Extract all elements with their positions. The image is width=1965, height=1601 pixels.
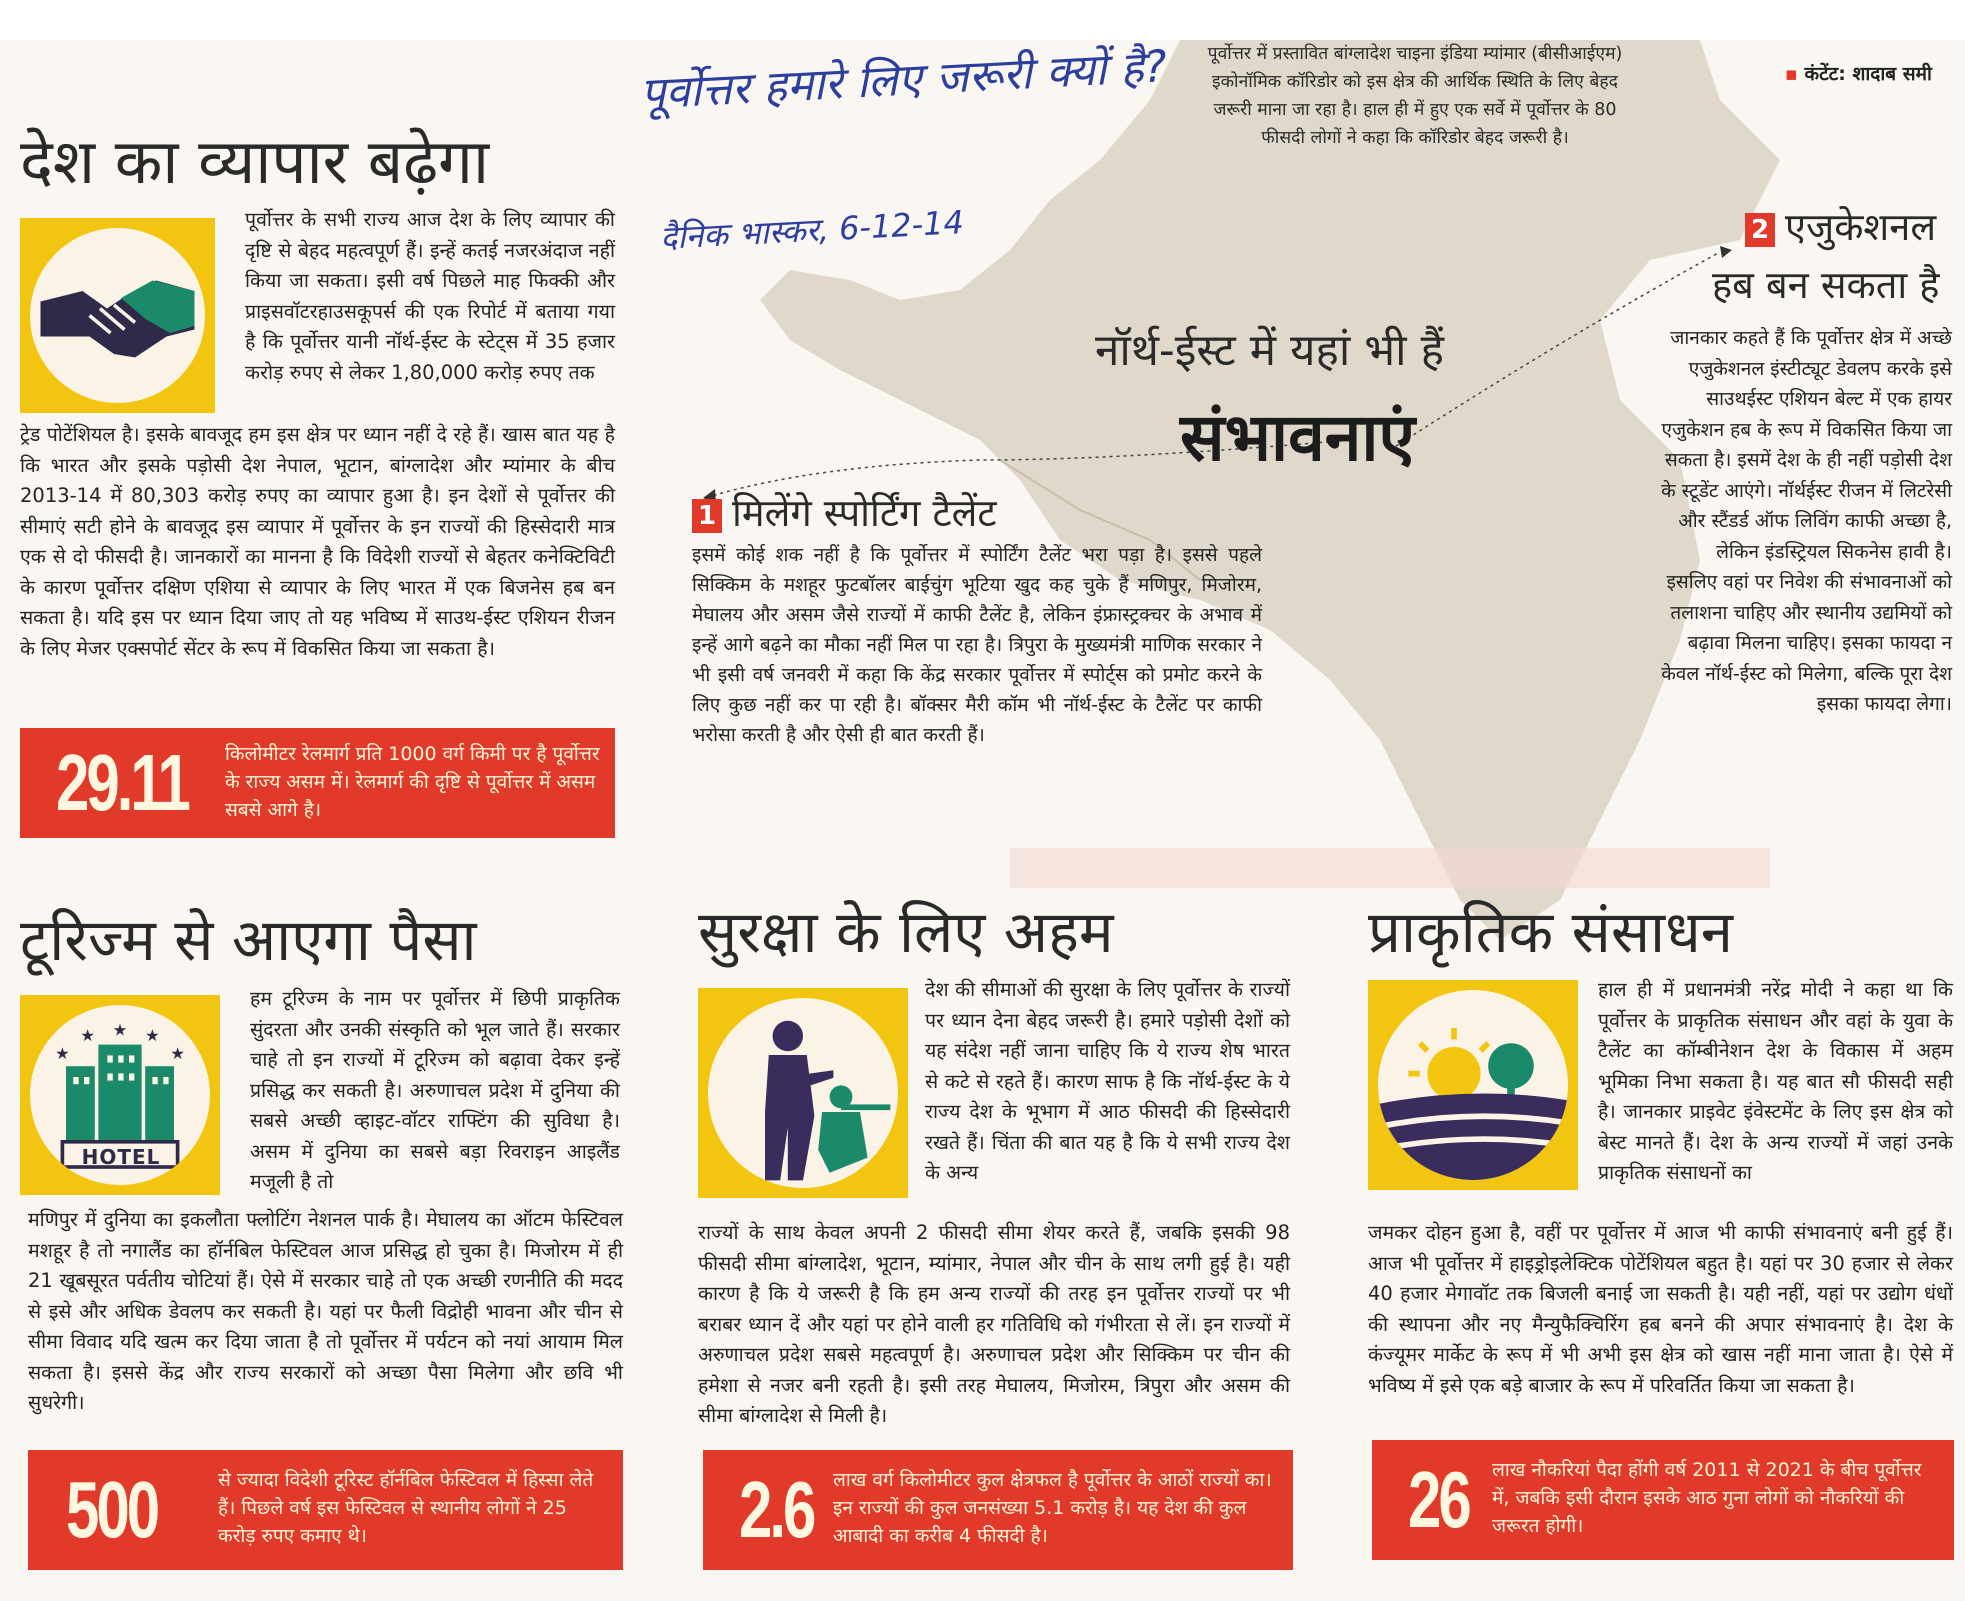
education-text: जानकार कहते हैं कि पूर्वोत्तर क्षेत्र में अच्छे एजुकेशनल इंस्टीट्यूट डेवलप करके इसे साउथईस्ट एशियन बेल्ट में एक हायर एजुकेशन हब के रूप में विकसित किया जा सकता है। इसमें देश के ही नहीं पड़ोसी देश के स्टूडेंट आएंगे। नॉर्थईस्ट रीजन में लिटरेसी और स्टैंडर्ड ऑफ लिविंग काफी अच्छा है, लेकिन इंडस्ट्रियल सिकनेस हावी है। इसलिए वहां पर निवेश की संभावनाओं को तलाशना चाहिए और स्थानीय उद्यमियों को बढ़ावा मिलना चाहिए। इसका फायदा न केवल नॉर्थ-ईस्ट को मिलेगा, बल्कि पूरा देश इसका फायदा लेगा। (1661, 327, 1952, 715)
hotel-sign: HOTEL (81, 1145, 161, 1169)
education-number-badge: 2 (1745, 213, 1775, 247)
tourism-stat-box (28, 1450, 623, 1570)
trade-stat-text: किलोमीटर रेलमार्ग प्रति 1000 वर्ग किमी पर है पूर्वोत्तर के राज्य असम में। रेलमार्ग की दृष्टि से पूर्वोत्तर में असम सबसे आगे है। (225, 743, 600, 821)
map-note: पूर्वोत्तर में प्रस्तावित बांग्लादेश चाइना इंडिया म्यांमार (बीसीआईएम) इकोनॉमिक कॉरिडोर को इस क्षेत्र की आर्थिक स्थिति के लिए बेहद जरूरी माना जा रहा है। हाल ही में हुए एक सर्वे में पूर्वोत्तर के 80 फीसदी लोगों ने कहा कि कॉरिडोर बेहद जरूरी है। (1207, 44, 1623, 148)
tourism-stat-text: से ज्यादा विदेशी टूरिस्ट हॉर्नबिल फेस्टिवल में हिस्सा लेते हैं। पिछले वर्ष इस फेस्टिवल से स्थानीय लोगों ने 25 करोड़ रुपए कमाए थे। (218, 1469, 594, 1547)
resources-stat-text: लाख नौकरियां पैदा होंगी वर्ष 2011 से 2021 के बीच पूर्वोत्तर में, जबकि इसी दौरान इसके आठ गुना लोगों को नौकरियों की जरूरत होगी। (1492, 1459, 1922, 1537)
resources-heading: प्राकृतिक संसाधन (1368, 898, 1733, 966)
tourism-text-bottom: मणिपुर में दुनिया का इकलौता फ्लोटिंग नेशनल पार्क है। मेघालय का ऑटम फेस्टिवल मशहूर है तो नगालैंड का हॉर्नबिल फेस्टिवल आज प्रसिद्ध हो चुका है। मिजोरम में ही 21 खूबसूरत पर्वतीय चोटियां हैं। ऐसे में सरकार चाहे तो एक अच्छी रणनीति की मदद से इसे और अधिक डेवलप कर सकती है। यहां पर फैली विद्रोही भावना और चीन से सीमा विवाद यदि खत्म कर दिया जाता है तो पूर्वोत्तर में पर्यटन को नयां आयाम मिल सकता है। इससे केंद्र और राज्य सरकारों को अच्छा पैसा मिलेगा और छवि भी सुधरेगी। (28, 1208, 623, 1414)
trade-icon-box (20, 218, 215, 413)
trade-stat-value: 29.11 (56, 738, 188, 827)
svg-text:★: ★ (80, 1026, 95, 1045)
handshake-icon (30, 228, 205, 403)
sports-heading-text: मिलेंगे स्पोर्टिंग टैलेंट (732, 491, 997, 535)
security-text-bottom: राज्यों के साथ केवल अपनी 2 फीसदी सीमा शेयर करते हैं, जबकि इसकी 98 फीसदी सीमा बांग्लादेश, भूटान, म्यांमार, नेपाल और चीन के साथ लगी हुई है। यही कारण है कि ये जरूरी है कि हम अन्य राज्यों की तरह इन पूर्वोत्तर राज्यों पर भी बराबर ध्यान दें और यहां पर होने वाली हर गतिविधि को गंभीरता से लें। इन राज्यों में अरुणाचल प्रदेश सबसे महत्वपूर्ण है। अरुणाचल प्रदेश और सिक्किम पर चीन की हमेशा से नजर बनी रहती है। इसी तरह मेघालय, मिजोरम, त्रिपुरा और असम की सीमा बांग्लादेश से मिली है। (698, 1221, 1290, 1427)
tourism-stat-value: 500 (66, 1465, 158, 1554)
tourism-heading: टूरिज्म से आएगा पैसा (20, 906, 477, 974)
resources-stat-value: 26 (1408, 1455, 1469, 1544)
tourism-text-top: हम टूरिज्म के नाम पर पूर्वोत्तर में छिपी प्राकृतिक सुंदरता और उनकी संस्कृति को भूल जाते हैं। सरकार चाहे तो इन राज्यों में टूरिज्म को बढ़ावा देकर इन्हें प्रसिद्ध कर सकती है। अरुणाचल प्रदेश में दुनिया की सबसे अच्छी व्हाइट-वॉटर राफ्टिंग की सुविधा है। असम में दुनिया का सबसे बड़ा रिवराइन आइलैंड मजूली है तो (250, 987, 620, 1193)
sports-text: इसमें कोई शक नहीं है कि पूर्वोत्तर में स्पोर्टिंग टैलेंट भरा पड़ा है। इससे पहले सिक्किम के मशहूर फुटबॉलर बाईचुंग भूटिया खुद कह चुके हैं मणिपुर, मिजोरम, मेघालय और असम जैसे राज्यों में काफी टैलेंट है, लेकिन इंफ्रास्ट्रक्चर के अभाव में इन्हें आगे बढ़ने का मौका नहीं मिल पा रहा है। त्रिपुरा के मुख्यमंत्री माणिक सरकार ने भी इसी वर्ष जनवरी में कहा कि केंद्र सरकार पूर्वोत्तर में स्पोर्ट्स को प्रमोट करने के लिए कुछ नहीं कर पा रही है। बॉक्सर मैरी कॉम भी नॉर्थ-ईस्ट के टैलेंट पर काफी भरोसा करती है और ऐसी ही बात करती हैं। (692, 544, 1262, 746)
byline (1785, 60, 1932, 86)
handwritten-source-date: दैनिक भास्कर, 6-12-14 (659, 203, 965, 257)
security-text-top: देश की सीमाओं की सुरक्षा के लिए पूर्वोत्तर के राज्यों पर ध्यान देना बेहद जरूरी है। हमारे पड़ोसी देशों को यह संदेश नहीं जाना चाहिए कि ये राज्य शेष भारत से कटे से रहते हैं। कारण साफ है कि नॉर्थ-ईस्ट के ये राज्य देश के भूभाग में आठ फीसदी की हिस्सेदारी रखते हैं। चिंता की बात यह है कि ये सभी राज्य देश के अन्य (925, 978, 1290, 1184)
svg-text:★: ★ (170, 1044, 185, 1063)
nature-icon (1378, 990, 1568, 1180)
resources-text-bottom: जमकर दोहन हुआ है, वहीं पर पूर्वोत्तर में आज भी काफी संभावनाएं बनी हुई हैं। आज भी पूर्वोत्तर में हाइड्रोइलेक्टिक पोटेंशियल बहुत है। यहां पर 30 हजार से लेकर 40 हजार मेगावॉट तक बिजली बनाई जा सकती है। यही नहीं, यहां पर उद्योग धंधों की स्थापना और नए मैन्युफैक्चिरिंग हब बनने की अपार संभावनाएं है। देश के कंज्यूमर मार्केट के रूप में भी अभी इस क्षेत्र को खास नहीं माना जाता है। ऐसे में भविष्य में इसे एक बड़े बाजार के रूप में परिवर्तित किया जा सकता है। (1368, 1221, 1953, 1397)
handwritten-question: पूर्वोत्तर हमारे लिए जरूरी क्यों है? (639, 41, 1169, 120)
security-stat-text: लाख वर्ग किलोमीटर कुल क्षेत्रफल है पूर्वोत्तर के आठों राज्यों का। इन राज्यों की कुल जनसंख्या 5.1 करोड़ है। यह देश की कुल आबादी का करीब 4 फीसदी है। (833, 1469, 1272, 1547)
center-title-line2: संभावनाएं (1180, 399, 1416, 476)
newspaper-clipping (0, 40, 1965, 1601)
security-icon-box (698, 988, 908, 1198)
svg-text:★: ★ (145, 1026, 160, 1045)
tourism-icon-box (20, 995, 220, 1195)
resources-stat-box (1372, 1440, 1954, 1560)
soldier-icon (708, 998, 898, 1188)
education-heading-text: एजुकेशनल (1785, 205, 1937, 249)
education-heading-line2: हब बन सकता है (1712, 263, 1940, 307)
svg-text:★: ★ (55, 1044, 70, 1063)
sports-number-badge: 1 (692, 499, 722, 533)
resources-icon-box (1368, 980, 1578, 1190)
center-title-line1: नॉर्थ-ईस्ट में यहां भी हैं (1095, 325, 1444, 376)
resources-text-top: हाल ही में प्रधानमंत्री नरेंद्र मोदी ने कहा था कि पूर्वोत्तर के प्राकृतिक संसाधन और वहां के युवा के टैलेंट का कॉम्बीनेशन देश के विकास में अहम भूमिका निभा सकता है। यह बात सौ फीसदी सही है। जानकार प्राइवेट इंवेस्टमेंट के लिए इस क्षेत्र को बेस्ट मानते हैं। देश के अन्य राज्यों में जहां उनके प्राकृतिक संसाधनों का (1598, 978, 1953, 1184)
trade-text-top: पूर्वोत्तर के सभी राज्य आज देश के लिए व्यापार की दृष्टि से बेहद महत्वपूर्ण हैं। इन्हें कतई नजरअंदाज नहीं किया जा सकता। इसी वर्ष पिछले माह फिक्की और प्राइसवॉटरहाउसकूपर्स की एक रिपोर्ट में बताया गया है कि पूर्वोत्तर यानी नॉर्थ-ईस्ट के स्टेट्स में 35 हजार करोड़ रुपए से लेकर 1,80,000 करोड़ रुपए तक (245, 208, 615, 384)
svg-text:★: ★ (112, 1020, 128, 1040)
security-heading: सुरक्षा के लिए अहम (698, 898, 1114, 966)
trade-heading: देश का व्यापार बढ़ेगा (20, 125, 490, 198)
byline-text: कंटेंट: शादाब समी (1804, 63, 1932, 85)
sports-heading (692, 486, 997, 538)
education-heading-line1 (1745, 200, 1936, 252)
trade-stat-box (20, 728, 615, 838)
security-stat-box (703, 1450, 1293, 1570)
byline-bullet: ▪ (1785, 63, 1805, 85)
trade-text-bottom: ट्रेड पोटेंशियल है। इसके बावजूद हम इस क्षेत्र पर ध्यान नहीं दे रहे हैं। खास बात यह है कि भारत और इसके पड़ोसी देश नेपाल, भूटान, बांग्लादेश और म्यांमार के बीच 2013-14 में 80,303 करोड़ रुपए का व्यापार हुआ है। इन देशों से पूर्वोत्तर की सीमाएं सटी होने के बावजूद इस व्यापार में पूर्वोत्तर के इन राज्यों की हिस्सेदारी मात्र एक से दो फीसदी है। जानकारों का मानना है कि विदेशी राज्यों से बेहतर कनेक्टिविटी के कारण पूर्वोत्तर दक्षिण एशिया से व्यापार के लिए भारत में एक बिजनेस हब बन सकता है। यदि इस पर ध्यान दिया जाए तो यह भविष्य में साउथ-ईस्ट एशियन रीजन के लिए मेजर एक्सपोर्ट सेंटर के रूप में विकसित किया जा सकता है। (20, 423, 615, 660)
security-stat-value: 2.6 (739, 1465, 814, 1554)
